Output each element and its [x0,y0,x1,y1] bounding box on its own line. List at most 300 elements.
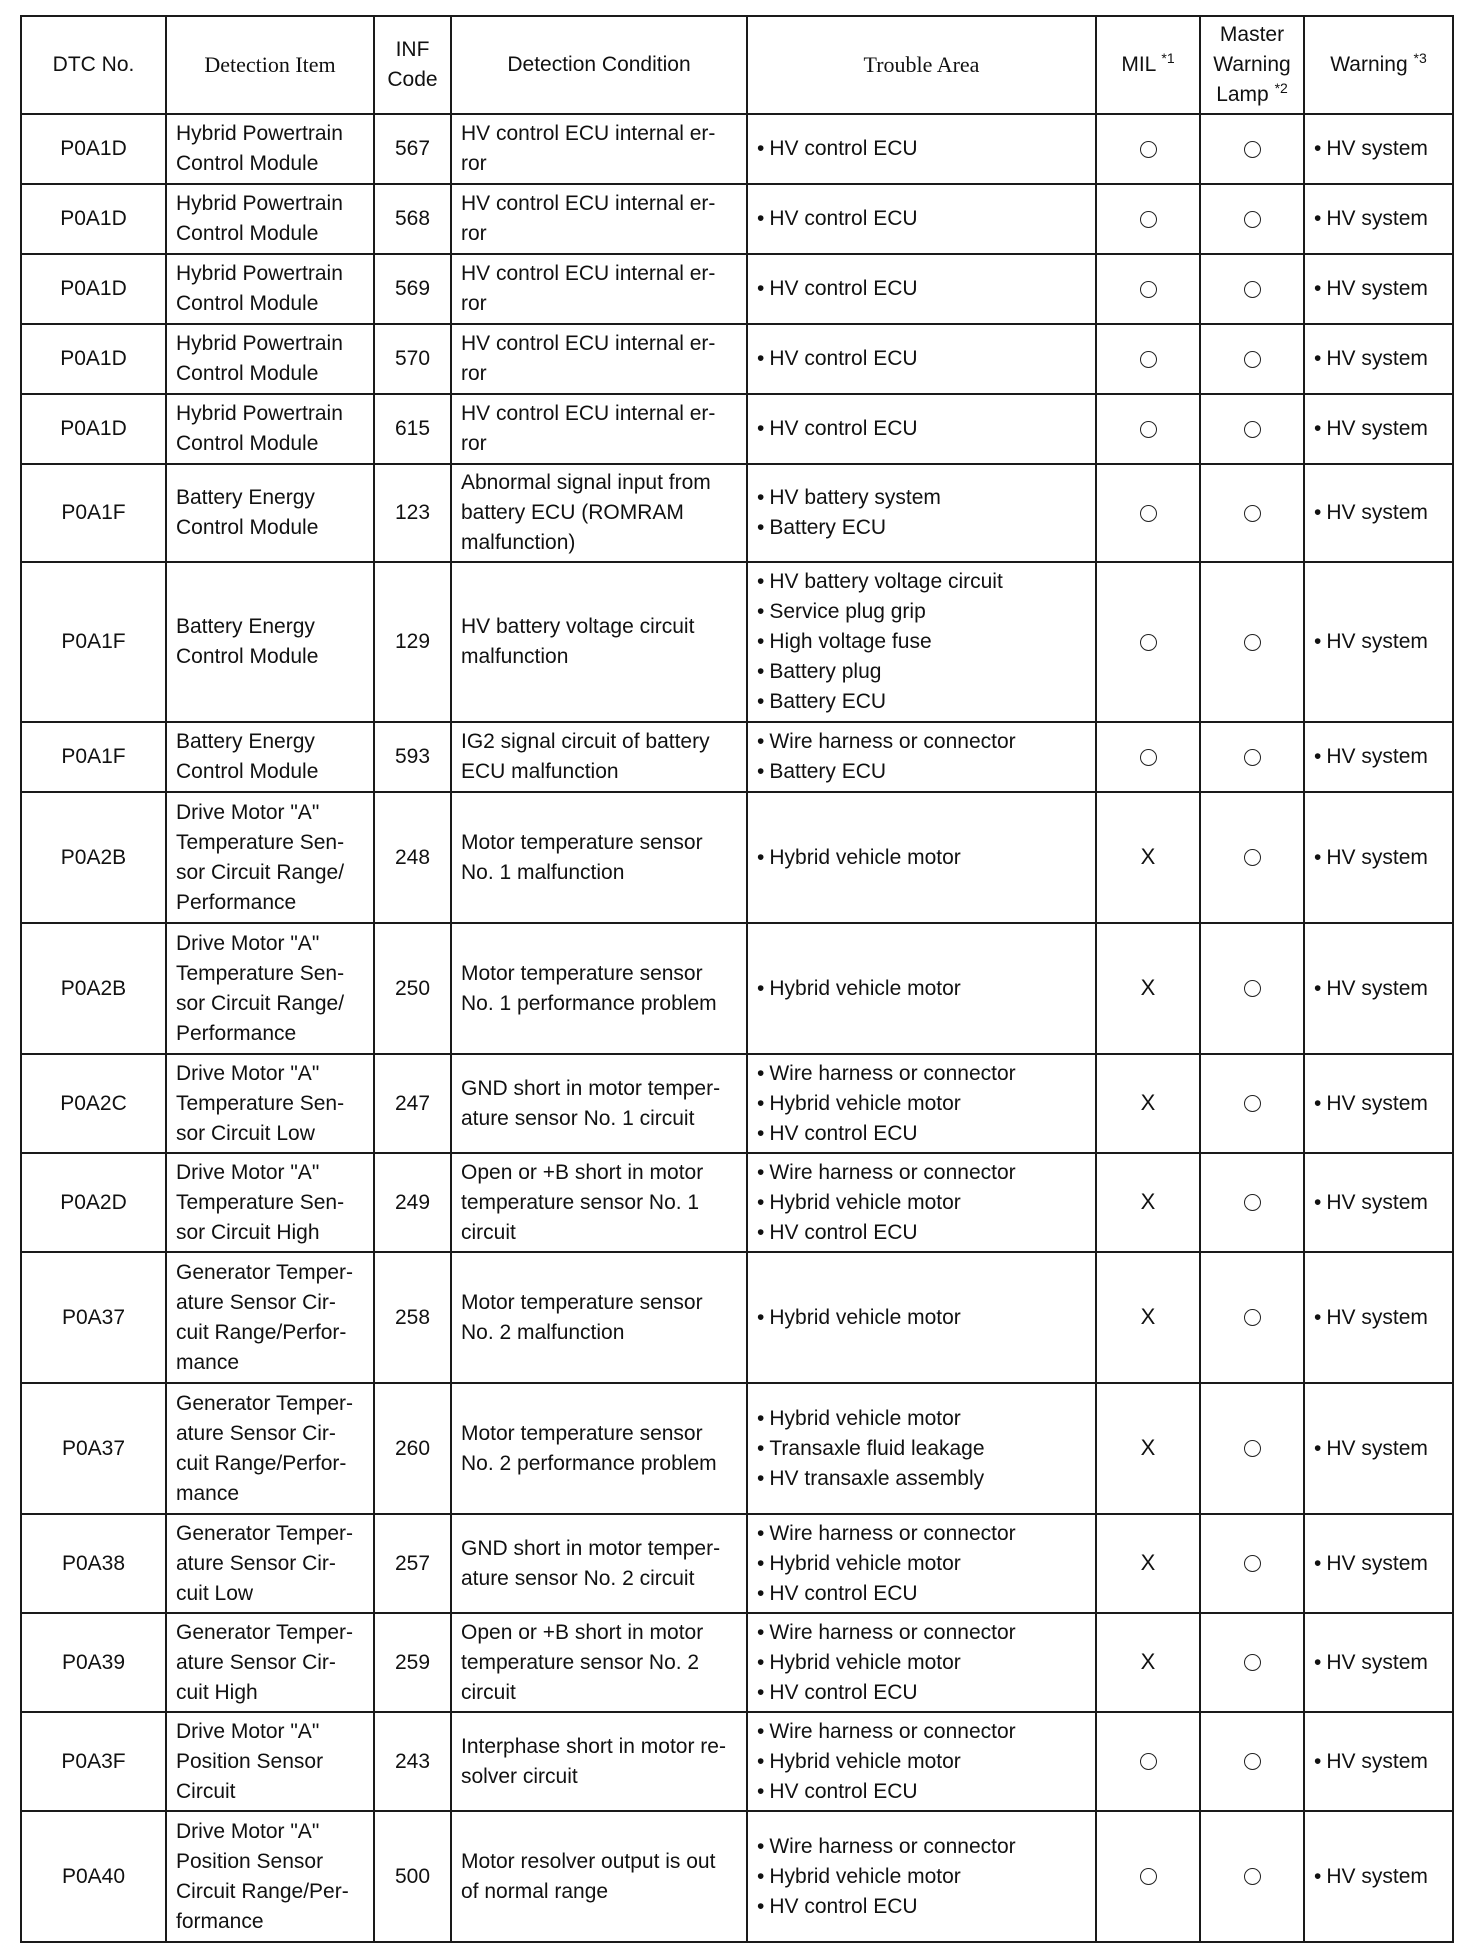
trouble-area-list [757,567,1086,717]
detection-item-cell [166,1252,374,1383]
detection-condition-line: battery ECU (ROMRAM [461,501,684,524]
warning-item: • HV system [1314,1862,1443,1892]
header-warning-label: Warning [1330,53,1408,76]
detection-condition-cell [451,1514,747,1613]
inf-code-cell: 243 [374,1712,451,1811]
trouble-area-item: • Wire harness or connector [757,1717,1086,1747]
detection-condition-line: temperature sensor No. 2 [461,1650,700,1674]
trouble-area-item: • HV control ECU [757,1777,1086,1807]
circle-mark-icon [1244,749,1261,766]
detection-condition-line: Motor temperature sensor [461,1290,703,1314]
detection-item-line: Control Module [176,222,319,245]
warning-cell [1304,1054,1453,1153]
warning-cell [1304,324,1453,394]
header-detection-condition: Detection Condition [451,16,747,114]
detection-condition-cell [451,1252,747,1383]
warning-cell [1304,1153,1453,1252]
detection-item-line: Generator Temper- [176,1260,354,1284]
master-warning-lamp-cell [1200,464,1304,562]
detection-condition-cell [451,184,747,254]
detection-condition-cell [451,1054,747,1153]
x-mark: X [1140,1189,1156,1214]
trouble-area-item: • Hybrid vehicle motor [757,974,1086,1004]
warning-item: • HV system [1314,1303,1443,1333]
circle-mark-icon [1244,141,1261,158]
trouble-area-cell [747,1811,1096,1942]
warning-cell [1304,394,1453,464]
warning-list [1314,134,1443,164]
detection-condition-cell [451,1712,747,1811]
trouble-area-item: • Wire harness or connector [757,1618,1086,1648]
header-mwl-line3: Lamp [1216,83,1269,106]
circle-mark-icon [1244,1654,1261,1671]
detection-condition-cell [451,792,747,923]
warning-cell [1304,562,1453,722]
trouble-area-item: • Hybrid vehicle motor [757,1188,1086,1218]
trouble-area-item: • Hybrid vehicle motor [757,1747,1086,1777]
detection-item-cell [166,722,374,792]
circle-mark-icon [1140,505,1157,522]
detection-item-line: sor Circuit Low [176,1121,315,1145]
detection-item-cell [166,114,374,184]
inf-code-cell: 615 [374,394,451,464]
trouble-area-cell [747,394,1096,464]
table-row [21,184,1453,254]
detection-condition-line: malfunction [461,645,569,668]
trouble-area-cell [747,1613,1096,1712]
detection-item-line: cuit Range/Perfor- [176,1451,347,1475]
master-warning-lamp-cell [1200,923,1304,1054]
detection-condition-line: No. 1 performance problem [461,991,717,1015]
inf-code-cell: 250 [374,923,451,1054]
trouble-area-list [757,1618,1086,1708]
trouble-area-item: • Hybrid vehicle motor [757,1648,1086,1678]
warning-list [1314,204,1443,234]
header-mil-label: MIL [1121,53,1156,76]
detection-item-line: Generator Temper- [176,1391,354,1415]
trouble-area-list [757,843,1086,873]
warning-item: • HV system [1314,498,1443,528]
trouble-area-item: • Service plug grip [757,597,1086,627]
circle-mark-icon [1140,749,1157,766]
circle-mark-icon [1244,281,1261,298]
inf-code-cell: 259 [374,1613,451,1712]
detection-item-line: Control Module [176,152,319,175]
detection-condition-line: circuit [461,1220,516,1244]
detection-item-cell [166,394,374,464]
detection-condition-line: Motor resolver output is out [461,1849,716,1873]
warning-list [1314,1188,1443,1218]
trouble-area-cell [747,114,1096,184]
mil-cell [1096,722,1200,792]
table-row [21,1383,1453,1514]
warning-list [1314,1303,1443,1333]
master-warning-lamp-cell [1200,792,1304,923]
master-warning-lamp-cell [1200,1383,1304,1514]
dtc-code-cell: P0A37 [21,1383,166,1514]
header-mwl-line1: Master [1219,23,1285,46]
trouble-area-cell [747,1054,1096,1153]
detection-condition-line: Abnormal signal input from [461,471,711,494]
detection-item-cell [166,254,374,324]
warning-list [1314,843,1443,873]
warning-list [1314,1648,1443,1678]
detection-condition-line: temperature sensor No. 1 [461,1190,700,1214]
master-warning-lamp-cell [1200,114,1304,184]
detection-item-line: Generator Temper- [176,1620,354,1644]
detection-condition-line: malfunction) [461,531,576,554]
detection-item-cell [166,1613,374,1712]
table-row [21,324,1453,394]
warning-item: • HV system [1314,1747,1443,1777]
warning-list [1314,1549,1443,1579]
warning-list [1314,414,1443,444]
trouble-area-item: • Transaxle fluid leakage [757,1434,1086,1464]
master-warning-lamp-cell [1200,722,1304,792]
master-warning-lamp-cell [1200,1514,1304,1613]
circle-mark-icon [1140,1753,1157,1770]
circle-mark-icon [1244,1555,1261,1572]
detection-condition-line: HV control ECU internal er- [461,332,716,355]
table-row [21,114,1453,184]
x-mark: X [1140,975,1156,1000]
trouble-area-item: • Hybrid vehicle motor [757,1862,1086,1892]
warning-cell [1304,254,1453,324]
detection-condition-cell [451,324,747,394]
trouble-area-cell [747,1712,1096,1811]
circle-mark-icon [1244,505,1261,522]
warning-item: • HV system [1314,1549,1443,1579]
detection-condition-line: ror [461,152,487,175]
mil-cell [1096,114,1200,184]
inf-code-cell: 568 [374,184,451,254]
mil-cell [1096,1811,1200,1942]
warning-item: • HV system [1314,204,1443,234]
table-row [21,1811,1453,1942]
warning-item: • HV system [1314,742,1443,772]
inf-code-cell: 247 [374,1054,451,1153]
warning-cell [1304,923,1453,1054]
trouble-area-item: • Wire harness or connector [757,1059,1086,1089]
x-mark: X [1140,844,1156,869]
trouble-area-item: • HV control ECU [757,134,1086,164]
dtc-code-cell: P0A1F [21,562,166,722]
mil-cell [1096,1252,1200,1383]
mil-cell [1096,923,1200,1054]
mil-cell [1096,324,1200,394]
mil-cell [1096,1514,1200,1613]
trouble-area-list [757,134,1086,164]
detection-item-line: Battery Energy [176,486,315,509]
detection-item-line: Performance [176,890,297,914]
detection-item-line: Drive Motor "A" [176,931,320,955]
trouble-area-item: • Battery ECU [757,513,1086,543]
detection-condition-cell [451,114,747,184]
circle-mark-icon [1244,1440,1261,1457]
warning-cell [1304,1514,1453,1613]
trouble-area-list [757,1059,1086,1149]
trouble-area-item: • HV control ECU [757,1678,1086,1708]
dtc-code-cell: P0A2B [21,792,166,923]
detection-item-line: cuit High [176,1680,258,1704]
dtc-code-cell: P0A1D [21,324,166,394]
warning-item: • HV system [1314,1188,1443,1218]
detection-condition-line: HV battery voltage circuit [461,615,695,638]
dtc-code-cell: P0A1D [21,184,166,254]
trouble-area-cell [747,1383,1096,1514]
trouble-area-item: • Wire harness or connector [757,1519,1086,1549]
trouble-area-list [757,414,1086,444]
inf-code-cell: 129 [374,562,451,722]
mil-cell [1096,1613,1200,1712]
warning-item: • HV system [1314,1089,1443,1119]
detection-condition-line: ror [461,362,487,385]
circle-mark-icon [1244,1753,1261,1770]
detection-condition-line: HV control ECU internal er- [461,262,716,285]
trouble-area-item: • Battery ECU [757,757,1086,787]
warning-item: • HV system [1314,627,1443,657]
trouble-area-list [757,974,1086,1004]
x-mark: X [1140,1550,1156,1575]
detection-item-line: Temperature Sen- [176,961,345,985]
detection-item-cell [166,464,374,562]
detection-item-line: Temperature Sen- [176,830,345,854]
detection-item-line: Control Module [176,292,319,315]
detection-item-line: Hybrid Powertrain [176,402,343,425]
detection-condition-cell [451,254,747,324]
table-row [21,722,1453,792]
warning-list [1314,344,1443,374]
trouble-area-cell [747,923,1096,1054]
inf-code-cell: 500 [374,1811,451,1942]
detection-condition-cell [451,562,747,722]
inf-code-cell: 258 [374,1252,451,1383]
warning-cell [1304,1252,1453,1383]
detection-item-line: Control Module [176,432,319,455]
table-row [21,1514,1453,1613]
trouble-area-cell [747,792,1096,923]
circle-mark-icon [1140,141,1157,158]
circle-mark-icon [1244,1868,1261,1885]
dtc-code-cell: P0A38 [21,1514,166,1613]
warning-list [1314,498,1443,528]
header-mil [1096,16,1200,114]
detection-condition-line: GND short in motor temper- [461,1076,721,1100]
detection-item-line: Hybrid Powertrain [176,122,343,145]
detection-item-line: Temperature Sen- [176,1190,345,1214]
detection-item-line: Hybrid Powertrain [176,332,343,355]
master-warning-lamp-cell [1200,324,1304,394]
warning-item: • HV system [1314,974,1443,1004]
trouble-area-cell [747,464,1096,562]
detection-condition-line: No. 1 malfunction [461,860,625,884]
warning-list [1314,1089,1443,1119]
circle-mark-icon [1140,351,1157,368]
warning-cell [1304,1712,1453,1811]
dtc-code-cell: P0A39 [21,1613,166,1712]
detection-item-line: Drive Motor "A" [176,1819,320,1843]
table-row [21,464,1453,562]
table-row [21,923,1453,1054]
detection-condition-cell [451,1153,747,1252]
detection-item-cell [166,1153,374,1252]
dtc-code-cell: P0A2C [21,1054,166,1153]
detection-condition-cell [451,923,747,1054]
circle-mark-icon [1244,351,1261,368]
table-row [21,1613,1453,1712]
trouble-area-item: • High voltage fuse [757,627,1086,657]
header-detection-item: Detection Item [166,16,374,114]
header-inf-line: INF [395,38,430,61]
trouble-area-item: • HV battery system [757,483,1086,513]
trouble-area-cell [747,324,1096,394]
detection-item-line: Hybrid Powertrain [176,262,343,285]
trouble-area-cell [747,1153,1096,1252]
trouble-area-list [757,1832,1086,1922]
detection-item-cell [166,1712,374,1811]
detection-item-line: Drive Motor "A" [176,1160,320,1184]
header-master-warning-lamp [1200,16,1304,114]
circle-mark-icon [1244,421,1261,438]
x-mark: X [1140,1435,1156,1460]
dtc-code-cell: P0A1D [21,114,166,184]
trouble-area-list [757,1404,1086,1494]
trouble-area-item: • Wire harness or connector [757,1158,1086,1188]
mil-cell [1096,1054,1200,1153]
trouble-area-item: • HV control ECU [757,344,1086,374]
warning-list [1314,974,1443,1004]
trouble-area-list [757,1303,1086,1333]
detection-item-line: cuit Low [176,1581,254,1605]
warning-list [1314,627,1443,657]
detection-condition-cell [451,1613,747,1712]
inf-code-cell: 260 [374,1383,451,1514]
trouble-area-item: • Hybrid vehicle motor [757,1089,1086,1119]
detection-item-line: mance [176,1481,240,1505]
warning-item: • HV system [1314,843,1443,873]
trouble-area-cell [747,562,1096,722]
warning-item: • HV system [1314,1648,1443,1678]
trouble-area-list [757,483,1086,543]
header-dtc: DTC No. [21,16,166,114]
master-warning-lamp-cell [1200,1613,1304,1712]
inf-code-cell: 570 [374,324,451,394]
table-body [21,114,1453,1942]
warning-list [1314,1862,1443,1892]
master-warning-lamp-cell [1200,562,1304,722]
warning-list [1314,742,1443,772]
detection-condition-cell [451,394,747,464]
warning-cell [1304,464,1453,562]
warning-cell [1304,722,1453,792]
table-row [21,1054,1453,1153]
trouble-area-item: • HV control ECU [757,1892,1086,1922]
table-row [21,1252,1453,1383]
trouble-area-list [757,727,1086,787]
header-trouble-area: Trouble Area [747,16,1096,114]
mil-cell [1096,254,1200,324]
detection-item-line: Performance [176,1021,297,1045]
trouble-area-cell [747,1514,1096,1613]
trouble-area-item: • Hybrid vehicle motor [757,843,1086,873]
trouble-area-item: • HV battery voltage circuit [757,567,1086,597]
detection-condition-cell [451,1383,747,1514]
table-row [21,792,1453,923]
detection-item-line: Control Module [176,516,319,539]
trouble-area-item: • HV control ECU [757,1119,1086,1149]
trouble-area-item: • HV control ECU [757,1579,1086,1609]
detection-item-line: ature Sensor Cir- [176,1421,336,1445]
detection-condition-line: ror [461,222,487,245]
detection-condition-line: ature sensor No. 1 circuit [461,1106,695,1130]
inf-code-cell: 249 [374,1153,451,1252]
trouble-area-item: • HV control ECU [757,274,1086,304]
detection-item-cell [166,923,374,1054]
mil-cell [1096,1383,1200,1514]
warning-list [1314,1747,1443,1777]
dtc-table [20,15,1454,1943]
circle-mark-icon [1244,1095,1261,1112]
trouble-area-list [757,274,1086,304]
detection-item-cell [166,792,374,923]
warning-cell [1304,792,1453,923]
detection-item-line: Battery Energy [176,730,315,753]
detection-item-line: Drive Motor "A" [176,1719,320,1743]
warning-cell [1304,1613,1453,1712]
detection-item-line: sor Circuit Range/ [176,860,345,884]
detection-condition-line: Motor temperature sensor [461,830,703,854]
detection-item-cell [166,562,374,722]
table-row [21,394,1453,464]
circle-mark-icon [1244,1309,1261,1326]
detection-condition-line: IG2 signal circuit of battery [461,730,710,753]
detection-item-line: Circuit [176,1779,236,1803]
header-mil-note: *1 [1161,50,1175,66]
detection-item-cell [166,1514,374,1613]
detection-condition-line: Motor temperature sensor [461,1421,703,1445]
detection-item-line: ature Sensor Cir- [176,1551,336,1575]
trouble-area-item: • Hybrid vehicle motor [757,1404,1086,1434]
header-mwl-note: *2 [1274,80,1288,96]
dtc-code-cell: P0A2D [21,1153,166,1252]
warning-item: • HV system [1314,344,1443,374]
master-warning-lamp-cell [1200,1252,1304,1383]
detection-condition-line: No. 2 malfunction [461,1320,625,1344]
detection-item-line: Temperature Sen- [176,1091,345,1115]
header-code-line: Code [387,68,438,91]
detection-item-cell [166,324,374,394]
header-inf-code [374,16,451,114]
mil-cell [1096,1153,1200,1252]
detection-item-line: cuit Range/Perfor- [176,1320,347,1344]
detection-item-line: Control Module [176,362,319,385]
detection-condition-cell [451,1811,747,1942]
master-warning-lamp-cell [1200,1153,1304,1252]
detection-condition-line: ror [461,432,487,455]
dtc-code-cell: P0A1F [21,464,166,562]
detection-condition-line: ECU malfunction [461,760,619,783]
dtc-code-cell: P0A40 [21,1811,166,1942]
trouble-area-item: • HV transaxle assembly [757,1464,1086,1494]
detection-item-line: Hybrid Powertrain [176,192,343,215]
trouble-area-item: • HV control ECU [757,1218,1086,1248]
trouble-area-item: • HV control ECU [757,414,1086,444]
detection-condition-cell [451,722,747,792]
table-row [21,1153,1453,1252]
warning-cell [1304,1383,1453,1514]
trouble-area-item: • Hybrid vehicle motor [757,1303,1086,1333]
trouble-area-item: • Battery plug [757,657,1086,687]
